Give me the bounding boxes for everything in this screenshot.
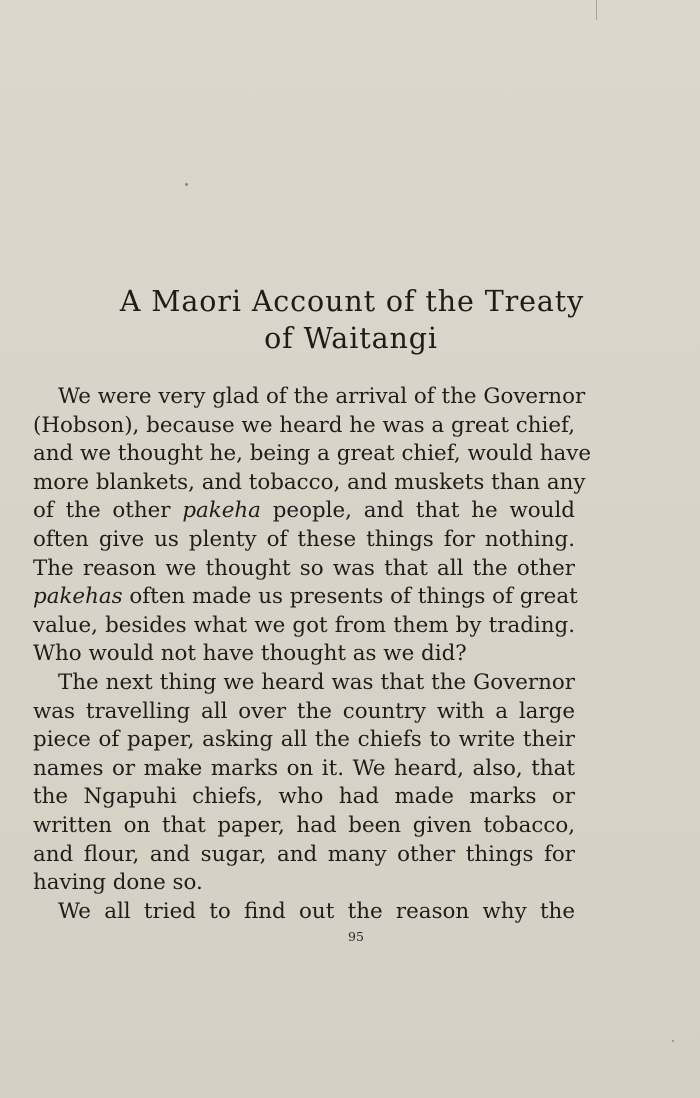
text-line: and we thought he, being a great chief, would have xyxy=(33,441,592,467)
text-line: written on that paper, had been given tobacco, xyxy=(33,812,575,838)
text-line: was travelling all over the country with a large xyxy=(33,698,575,724)
text-line: We all tried to find out the reason why the xyxy=(58,898,575,924)
page-edge-mark xyxy=(596,0,597,20)
body-text xyxy=(33,383,592,926)
chapter-title xyxy=(0,283,700,357)
text-line: names or make marks on it. We heard, also, that xyxy=(33,755,575,781)
chapter-title-line-1: A Maori Account of the Treaty xyxy=(119,285,585,318)
text-line: and flour, and sugar, and many other things for xyxy=(33,841,575,867)
chapter-title-line-2: of Waitangi xyxy=(264,322,438,355)
text-line: often give us plenty of these things for nothing. xyxy=(33,526,575,552)
page-number: 95 xyxy=(348,929,364,944)
text-line: The reason we thought so was that all the other xyxy=(33,555,575,581)
text-line: having done so. xyxy=(33,870,203,896)
paper-speck xyxy=(185,183,188,186)
text-line: more blankets, and tobacco, and muskets than any xyxy=(33,469,586,495)
text-line: (Hobson), because we heard he was a great chief, xyxy=(33,412,575,438)
text-line: We were very glad of the arrival of the Governor xyxy=(58,384,586,409)
text-line: piece of paper, asking all the chiefs to write their xyxy=(33,727,575,753)
text-line: the Ngapuhi chiefs, who had made marks or xyxy=(33,784,575,810)
italic-word: pakeha xyxy=(182,498,261,524)
text-line: Who would not have thought as we did? xyxy=(33,641,467,667)
text-line: value, besides what we got from them by trading. xyxy=(33,612,575,638)
italic-word: pakehas xyxy=(33,584,123,610)
paper-speck xyxy=(672,1040,674,1042)
text-line: of the other pakeha people, and that he would xyxy=(33,498,575,524)
text-line: pakehas often made us presents of things of great xyxy=(33,584,578,610)
text-line: The next thing we heard was that the Governor xyxy=(58,669,575,695)
